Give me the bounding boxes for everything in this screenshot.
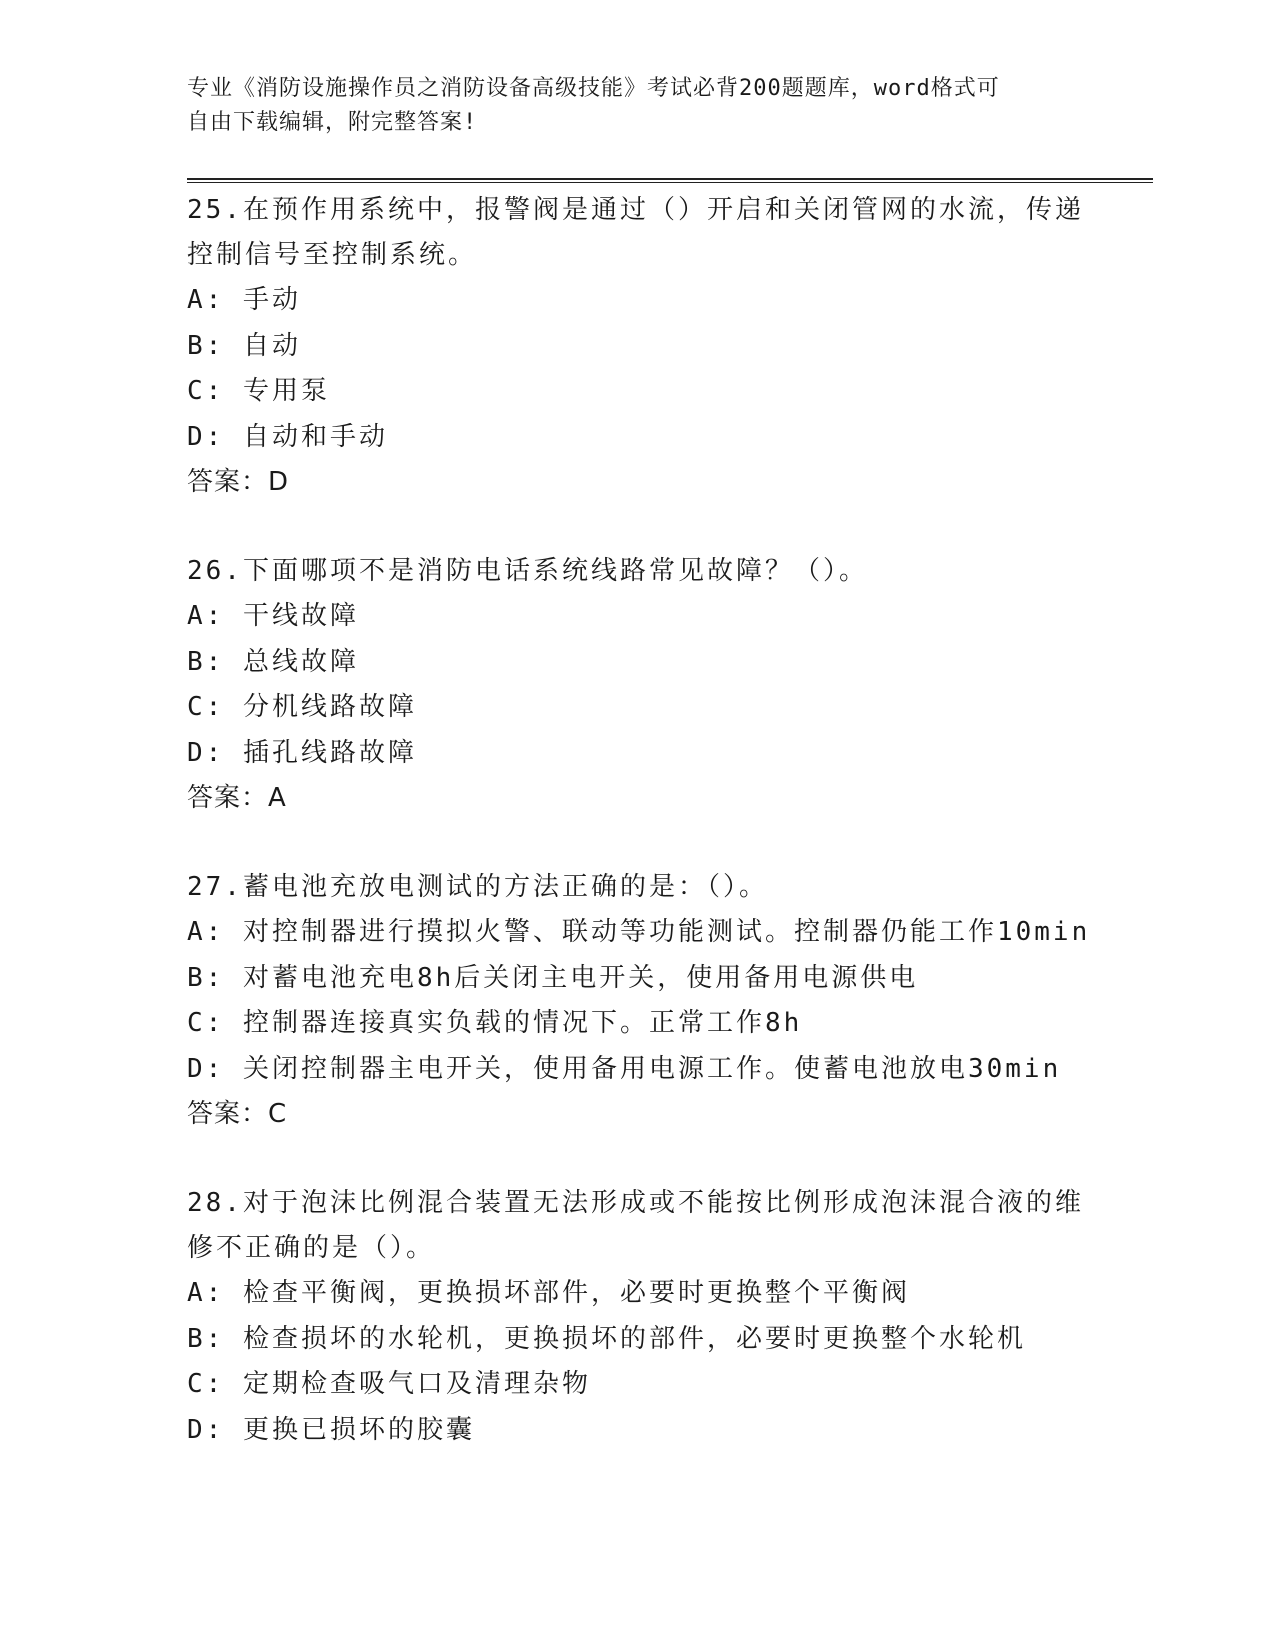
option-b: B: 总线故障	[187, 646, 359, 677]
page-header	[187, 72, 1067, 140]
header-divider	[187, 178, 1153, 183]
option-b: B: 自动	[187, 330, 301, 361]
option-c: C: 专用泵	[187, 376, 330, 406]
option-a: A: 干线故障	[187, 601, 359, 631]
header-line-1: 专业《消防设施操作员之消防设备高级技能》考试必背200题题库，word格式可	[187, 76, 1000, 101]
option-a: A: 对控制器进行摸拟火警、联动等功能测试。控制器仍能工作10min	[187, 917, 1091, 947]
question-stem: 25.在预作用系统中，报警阀是通过（）开启和关闭管网的水流，传递	[187, 195, 1084, 225]
option-a: A: 检查平衡阀，更换损坏部件，必要时更换整个平衡阀	[187, 1278, 910, 1308]
question-stem: 28.对于泡沫比例混合装置无法形成或不能按比例形成泡沫混合液的维	[187, 1188, 1084, 1218]
option-c: C: 分机线路故障	[187, 692, 417, 722]
question-stem: 26.下面哪项不是消防电话系统线路常见故障？（）。	[187, 556, 868, 586]
question-25	[187, 188, 1107, 505]
answer: 答案：C	[187, 1099, 288, 1129]
option-b: B: 对蓄电池充电8h后关闭主电开关，使用备用电源供电	[187, 962, 919, 993]
question-stem-continued: 控制信号至控制系统。	[187, 240, 478, 270]
header-line-2: 自由下载编辑，附完整答案!	[187, 110, 478, 135]
question-stem-continued: 修不正确的是（）。	[187, 1233, 436, 1263]
option-d: D: 更换已损坏的胶囊	[187, 1414, 475, 1445]
option-d: D: 插孔线路故障	[187, 737, 417, 768]
question-stem: 27.蓄电池充放电测试的方法正确的是：（）。	[187, 872, 768, 902]
question-list	[187, 188, 1107, 1497]
option-d: D: 关闭控制器主电开关，使用备用电源工作。使蓄电池放电30min	[187, 1053, 1062, 1084]
option-d: D: 自动和手动	[187, 421, 388, 452]
answer: 答案：D	[187, 467, 290, 497]
option-a: A: 手动	[187, 285, 301, 315]
option-c: C: 定期检查吸气口及清理杂物	[187, 1369, 591, 1399]
question-26	[187, 549, 1107, 821]
question-27	[187, 865, 1107, 1137]
answer: 答案：A	[187, 783, 287, 813]
question-28	[187, 1181, 1107, 1453]
option-c: C: 控制器连接真实负载的情况下。正常工作8h	[187, 1008, 803, 1038]
option-b: B: 检查损坏的水轮机，更换损坏的部件，必要时更换整个水轮机	[187, 1323, 1026, 1354]
